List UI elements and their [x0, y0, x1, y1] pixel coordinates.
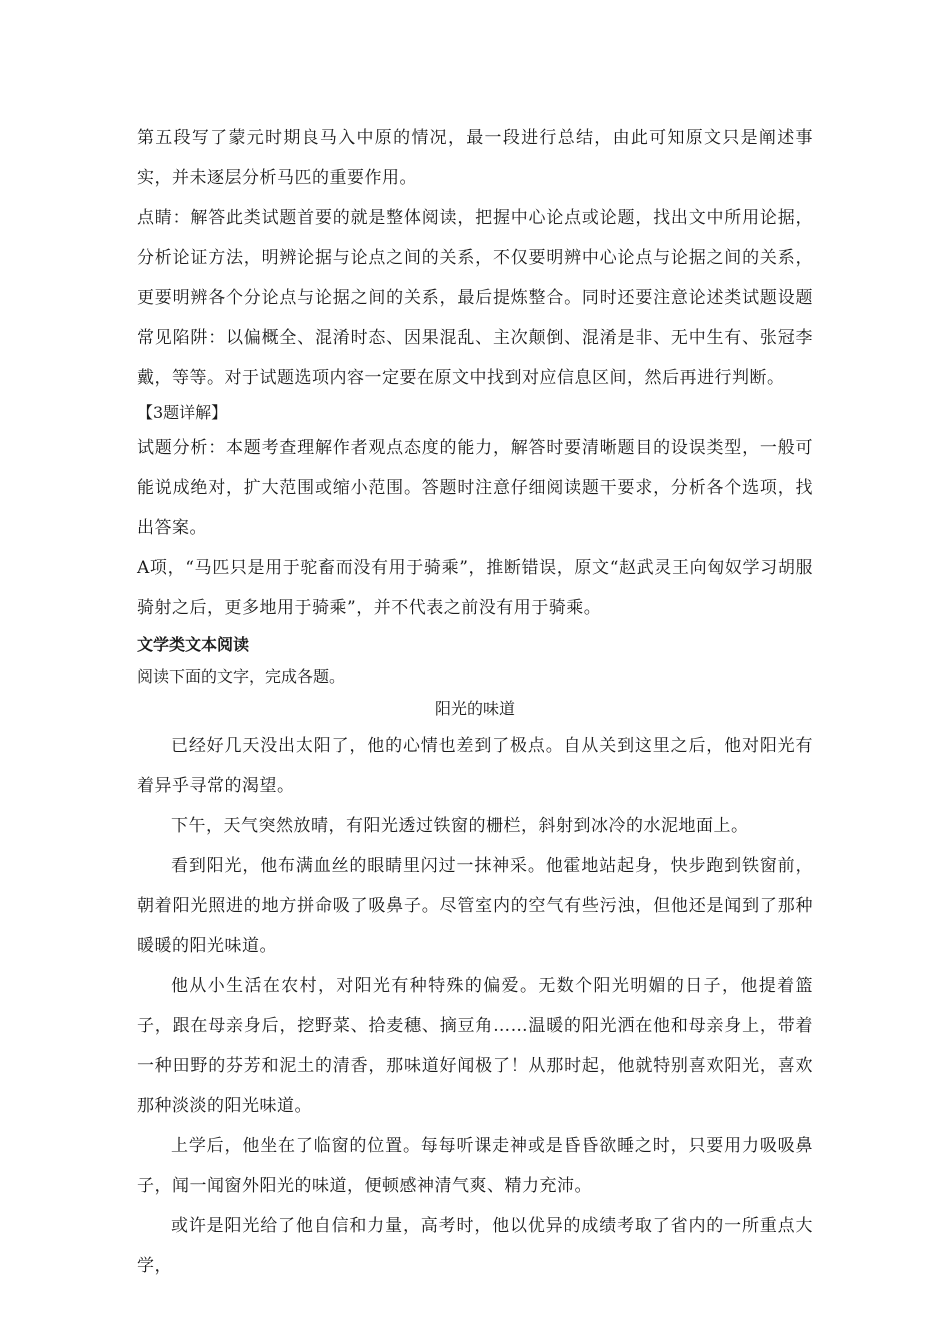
- option-a-analysis: A项，“马匹只是用于驼畜而没有用于骑乘”，推断错误，原文“赵武灵王向匈奴学习胡服骑射之后，更多地用于骑乘”，并不代表之前没有用于骑乘。: [137, 558, 813, 618]
- story-title: 阳光的味道: [434, 699, 515, 718]
- story-paragraph-1: 已经好几天没出太阳了，他的心情也差到了极点。自从关到这里之后，他对阳光有着异乎寻常的渴望。: [137, 736, 813, 796]
- story-paragraph-2: 下午，天气突然放晴，有阳光透过铁窗的栅栏，斜射到冰冷的水泥地面上。: [171, 816, 749, 836]
- story-paragraph-5: 上学后，他坐在了临窗的位置。每每听课走神或是昏昏欲睡之时，只要用力吸吸鼻子，闻一闻窗外阳光的味道，便顿感神清气爽、精力充沛。: [137, 1136, 813, 1196]
- story-paragraph-6: 或许是阳光给了他自信和力量，高考时，他以优异的成绩考取了省内的一所重点大学，: [137, 1216, 813, 1276]
- story-paragraph-3: 看到阳光，他布满血丝的眼睛里闪过一抹神采。他霍地站起身，快步跑到铁窗前，朝着阳光照进的地方拼命吸了吸鼻子。尽管室内的空气有些污浊，但他还是闻到了那种暖暖的阳光味道。: [137, 856, 813, 956]
- tips-paragraph: 点睛：解答此类试题首要的就是整体阅读，把握中心论点或论题，找出文中所用论据，分析论证方法，明辨论据与论点之间的关系，不仅要明辨中心论点与论据之间的关系，更要明辨各个分论点与论据之间的关系，最后提炼整合。同时还要注意论述类试题设题常见陷阱：以偏概全、混淆时态、因果混乱、主次颠倒、混淆是非、无中生有、张冠李戴，等等。对于试题选项内容一定要在原文中找到对应信息区间，然后再进行判断。: [137, 208, 813, 388]
- answer-analysis-paragraph: 第五段写了蒙元时期良马入中原的情况，最一段进行总结，由此可知原文只是阐述事实，并未逐层分析马匹的重要作用。: [137, 128, 813, 188]
- question-3-tag: 【3题详解】: [137, 403, 228, 422]
- document-page: [137, 118, 813, 1286]
- reading-instruction: 阅读下面的文字，完成各题。: [137, 667, 346, 686]
- story-paragraph-4: 他从小生活在农村，对阳光有种特殊的偏爱。无数个阳光明媚的日子，他提着篮子，跟在母亲身后，挖野菜、拾麦穗、摘豆角……温暖的阳光洒在他和母亲身上，带着一种田野的芬芳和泥土的清香，那味道好闻极了！从那时起，他就特别喜欢阳光，喜欢那种淡淡的阳光味道。: [137, 976, 813, 1116]
- question-3-analysis: 试题分析：本题考查理解作者观点态度的能力，解答时要清晰题目的设误类型，一般可能说成绝对，扩大范围或缩小范围。答题时注意仔细阅读题干要求，分析各个选项，找出答案。: [137, 438, 813, 538]
- section-heading: 文学类文本阅读: [137, 635, 250, 654]
